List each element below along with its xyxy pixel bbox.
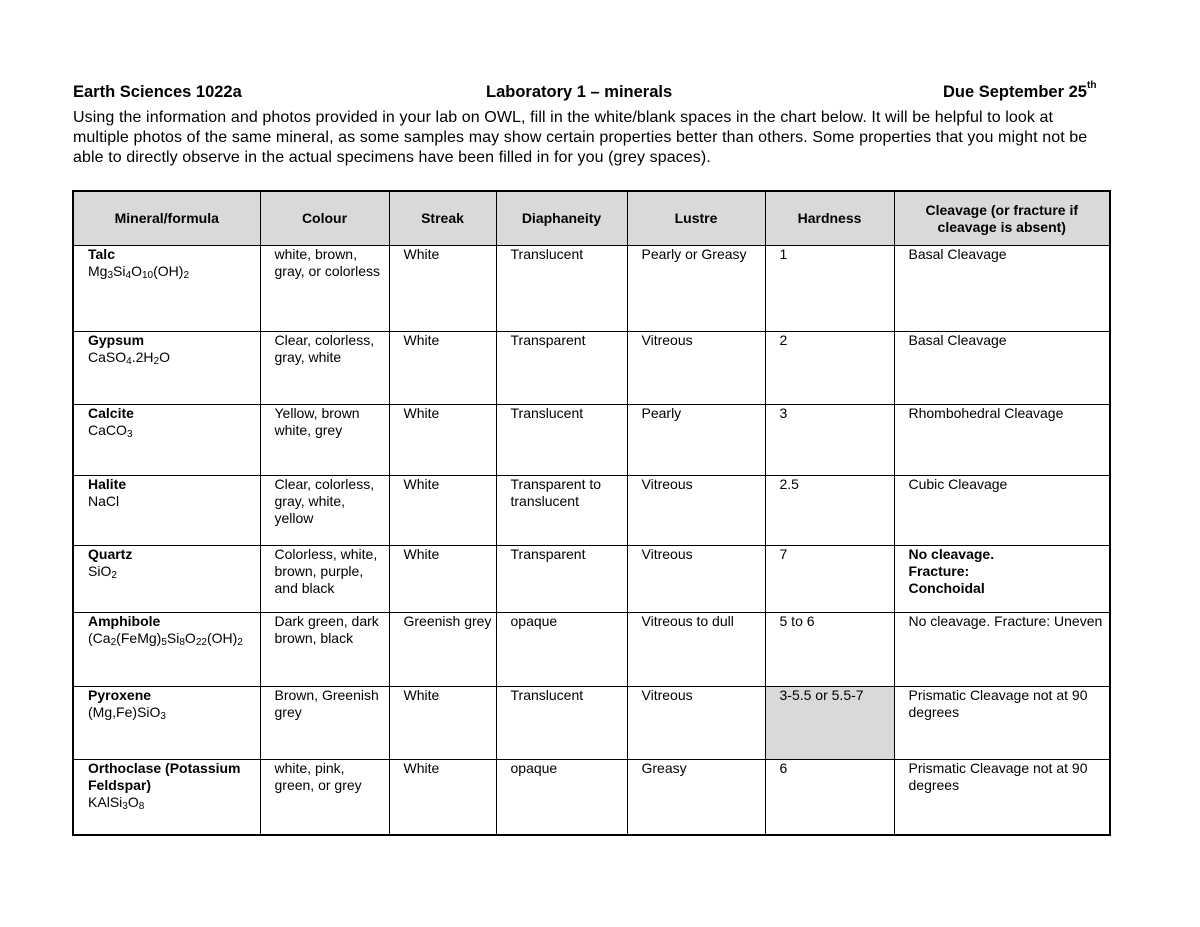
lustre-cell: Vitreous (627, 476, 765, 546)
minerals-table (72, 190, 1111, 836)
column-header: Colour (260, 191, 389, 246)
course-title: Earth Sciences 1022a (73, 83, 242, 101)
diaphaneity-cell: Translucent (496, 687, 627, 760)
mineral-formula: NaCl (88, 493, 120, 509)
streak-cell: White (389, 332, 496, 405)
table-row (73, 546, 1110, 613)
cleavage-cell: Cubic Cleavage (894, 476, 1110, 546)
streak-cell: White (389, 246, 496, 332)
mineral-name: Calcite (88, 405, 134, 421)
diaphaneity-cell: Transparent (496, 546, 627, 613)
lustre-cell: Pearly (627, 405, 765, 476)
mineral-name: Pyroxene (88, 687, 152, 703)
colour-cell: white, pink, green, or grey (260, 760, 389, 835)
table-row (73, 246, 1110, 332)
mineral-name: Quartz (88, 546, 133, 562)
table-row (73, 332, 1110, 405)
mineral-formula-cell (73, 405, 260, 476)
mineral-name: Orthoclase (Potassium Feldspar) (88, 760, 241, 793)
cleavage-cell: No cleavage. Fracture: Uneven (894, 613, 1110, 687)
mineral-formula: CaCO$_3$ (88, 422, 133, 440)
mineral-name: Halite (88, 476, 127, 492)
lustre-cell: Vitreous to dull (627, 613, 765, 687)
diaphaneity-cell: Translucent (496, 246, 627, 332)
lustre-cell: Vitreous (627, 546, 765, 613)
diaphaneity-cell: opaque (496, 760, 627, 835)
lustre-cell: Greasy (627, 760, 765, 835)
diaphaneity-cell: opaque (496, 613, 627, 687)
mineral-formula: (Mg,Fe)SiO$_3$ (88, 704, 166, 722)
cleavage-cell: Basal Cleavage (894, 246, 1110, 332)
mineral-name: Talc (88, 246, 115, 262)
mineral-formula-cell (73, 760, 260, 835)
hardness-cell: 6 (765, 760, 894, 835)
hardness-cell: 3 (765, 405, 894, 476)
hardness-cell: 5 to 6 (765, 613, 894, 687)
mineral-formula-cell (73, 687, 260, 760)
lustre-cell: Vitreous (627, 687, 765, 760)
table-body (73, 246, 1110, 835)
streak-cell: White (389, 760, 496, 835)
mineral-formula-cell (73, 476, 260, 546)
mineral-formula-cell (73, 332, 260, 405)
hardness-cell: 7 (765, 546, 894, 613)
column-header: Hardness (765, 191, 894, 246)
mineral-formula: ($Ca_2(FeMg)_5Si_8O_{22}(OH)_2$ (88, 630, 243, 648)
diaphaneity-cell: Transparent to translucent (496, 476, 627, 546)
hardness-cell: 3-5.5 or 5.5-7 (765, 687, 894, 760)
table-header-row (73, 191, 1110, 246)
hardness-cell: 2.5 (765, 476, 894, 546)
table-row (73, 760, 1110, 835)
hardness-cell: 2 (765, 332, 894, 405)
streak-cell: White (389, 546, 496, 613)
table-row (73, 405, 1110, 476)
cleavage-cell: No cleavage. Fracture: Conchoidal (894, 546, 1110, 613)
mineral-formula-cell (73, 546, 260, 613)
table-row (73, 613, 1110, 687)
cleavage-cell: Rhombohedral Cleavage (894, 405, 1110, 476)
document-header (73, 80, 1113, 105)
cleavage-cell: Prismatic Cleavage not at 90 degrees (894, 687, 1110, 760)
mineral-formula-cell (73, 613, 260, 687)
due-date: Due September 25th (943, 80, 1097, 101)
colour-cell: Clear, colorless, gray, white, yellow (260, 476, 389, 546)
table-row (73, 476, 1110, 546)
streak-cell: White (389, 687, 496, 760)
colour-cell: Dark green, dark brown, black (260, 613, 389, 687)
mineral-formula: $Mg_3Si_4O_{10}(OH)_2$ (88, 263, 189, 281)
mineral-formula: $CaSO_4.2H_2O$ (88, 349, 170, 367)
streak-cell: Greenish grey (389, 613, 496, 687)
diaphaneity-cell: Transparent (496, 332, 627, 405)
colour-cell: Brown, Greenish grey (260, 687, 389, 760)
colour-cell: Yellow, brown white, grey (260, 405, 389, 476)
mineral-formula-cell (73, 246, 260, 332)
hardness-cell: 1 (765, 246, 894, 332)
column-header: Mineral/formula (73, 191, 260, 246)
cleavage-cell: Prismatic Cleavage not at 90 degrees (894, 760, 1110, 835)
lab-title: Laboratory 1 – minerals (486, 83, 673, 101)
column-header: Cleavage (or fracture if cleavage is absent) (894, 191, 1110, 246)
lustre-cell: Vitreous (627, 332, 765, 405)
mineral-name: Amphibole (88, 613, 161, 629)
mineral-name: Gypsum (88, 332, 145, 348)
diaphaneity-cell: Translucent (496, 405, 627, 476)
streak-cell: White (389, 405, 496, 476)
column-header: Streak (389, 191, 496, 246)
table-row (73, 687, 1110, 760)
lustre-cell: Pearly or Greasy (627, 246, 765, 332)
column-header: Lustre (627, 191, 765, 246)
colour-cell: white, brown, gray, or colorless (260, 246, 389, 332)
column-header: Diaphaneity (496, 191, 627, 246)
colour-cell: Clear, colorless, gray, white (260, 332, 389, 405)
streak-cell: White (389, 476, 496, 546)
mineral-formula: $KAlSi_3O_8$ (88, 794, 145, 812)
colour-cell: Colorless, white, brown, purple, and black (260, 546, 389, 613)
cleavage-cell: Basal Cleavage (894, 332, 1110, 405)
instructions-paragraph: Using the information and photos provided in your lab on OWL, fill in the white/blank spaces in the chart below. It will be helpful to look at multiple photos of the same mineral, as some samples may show certain properties better than others. Some properties that you might not be able to directly observe in the actual specimens have been filled in for you (grey spaces). (73, 109, 1088, 166)
mineral-formula: SiO$_2$ (88, 563, 117, 581)
